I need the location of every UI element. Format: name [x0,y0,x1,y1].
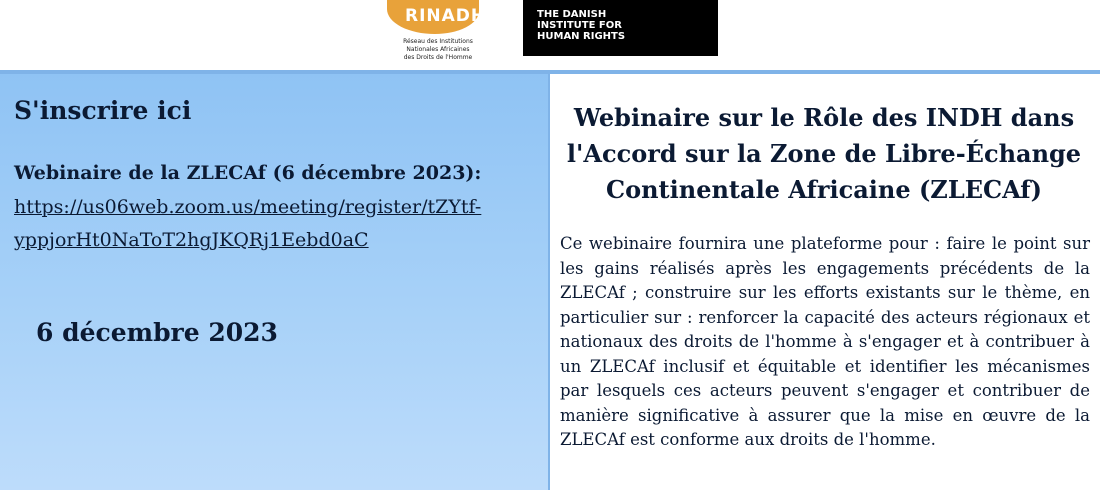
registration-link-continued[interactable]: yppjorHt0NaToT2hgJKQRj1Eebd0aC [14,229,369,251]
rinadh-caption-line: Nationales Africaines [406,46,470,53]
registration-link[interactable]: https://us06web.zoom.us/meeting/register/tZYtf- [14,196,482,218]
panel-divider [548,74,550,490]
webinar-label: Webinaire de la ZLECAf (6 décembre 2023): [14,162,482,184]
rinadh-caption-line: Réseau des Institutions [403,38,473,45]
page-title: Webinaire sur le Rôle des INDH dans l'Accord sur la Zone de Libre-Échange Continentale Africaine (ZLECAf) [566,103,1082,204]
rinadh-caption-line: des Droits de l'Homme [403,54,473,61]
header-bar [0,0,1100,70]
rinadh-logo [383,0,493,70]
dihr-logo-line: HUMAN RIGHTS [537,31,626,42]
event-date: 6 décembre 2023 [36,318,278,347]
dihr-logo [523,0,718,56]
registration-panel [0,74,548,490]
webinar-description: Ce webinaire fournira une plateforme pour : faire le point sur les gains réalisés après les engagements précédents de la ZLECAf ; construire sur les efforts existants sur le thème, en particulier sur : renforcer la capacité des acteurs régionaux et nationaux des droits de l'homme à s'engager et à contribuer à un ZLECAf inclusif et équitable et identifier les mécanismes par lesquels ces acteurs peuvent s'engager et contribuer de manière significative à assurer que la mise en œuvre de la ZLECAf est conforme aux droits de l'homme. [560,234,1090,449]
rinadh-logo-caption [383,38,493,62]
dihr-logo-line: INSTITUTE FOR [537,20,622,31]
dihr-logo-line: THE DANISH [537,9,607,20]
rinadh-logo-word: RINADH [405,6,487,26]
register-heading: S'inscrire ici [14,96,192,125]
